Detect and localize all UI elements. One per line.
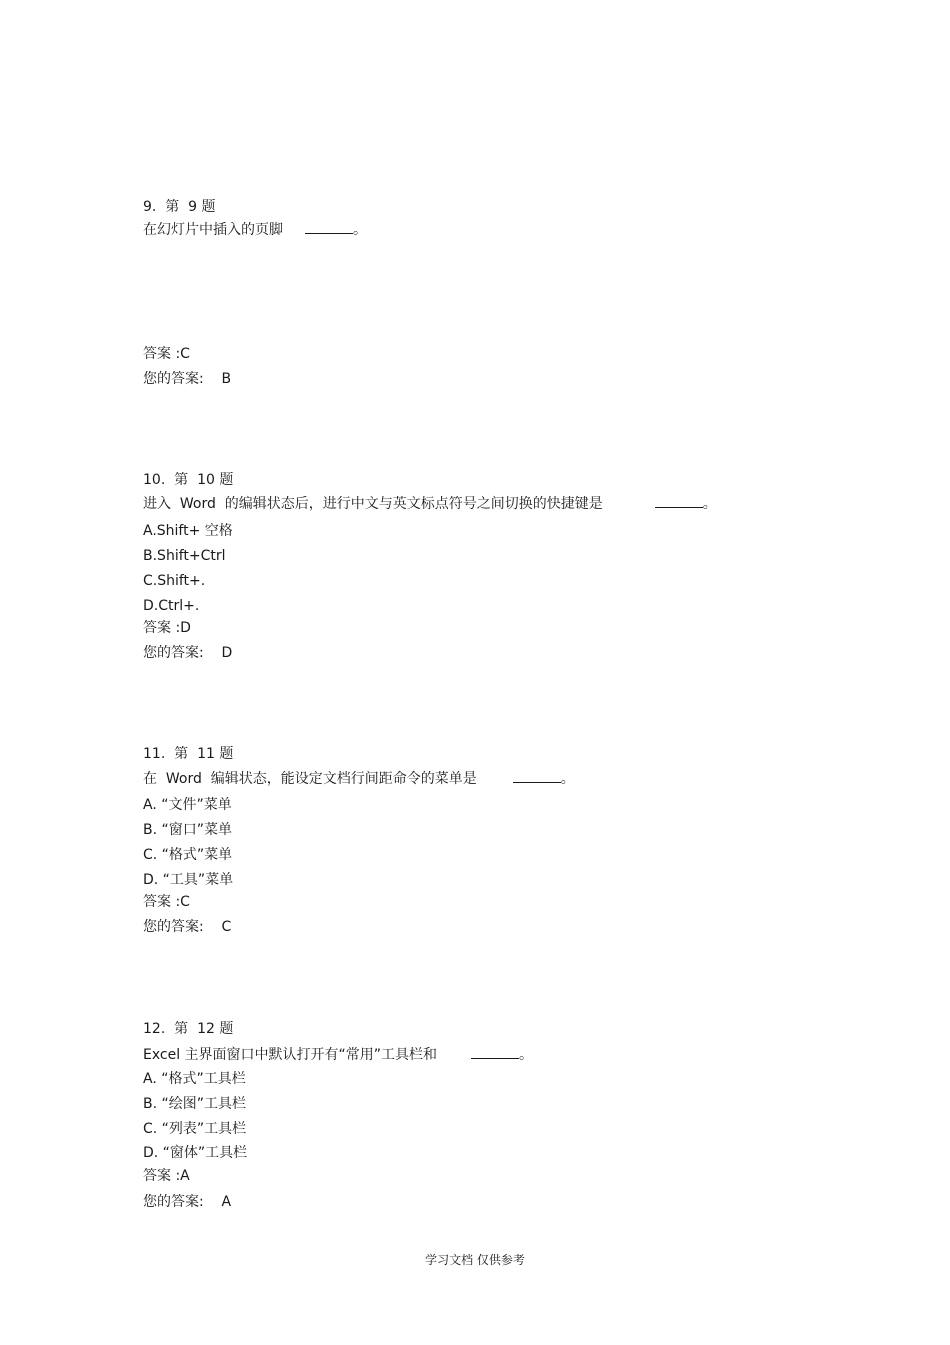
question-9-stem-text: 在幻灯片中插入的页脚 — [143, 222, 283, 238]
question-11-option-d: D. “工具”菜单 — [143, 872, 234, 888]
question-9-stem — [143, 220, 367, 239]
answer-blank — [305, 220, 353, 234]
question-11-option-c: C. “格式”菜单 — [143, 847, 233, 863]
answer-blank — [513, 769, 561, 783]
question-10-stem-text: 进入 Word 的编辑状态后，进行中文与英文标点符号之间切换的快捷键是 — [143, 496, 603, 512]
question-10-option-b: B.Shift+Ctrl — [143, 548, 226, 564]
question-10-option-c: C.Shift+. — [143, 573, 206, 589]
question-11-your-answer: 您的答案: C — [143, 919, 232, 935]
question-9-title: 9. 第 9 题 — [143, 199, 216, 215]
question-12-answer: 答案 :A — [143, 1168, 190, 1184]
question-10-option-d: D.Ctrl+. — [143, 598, 200, 614]
answer-blank — [471, 1045, 519, 1059]
question-9-your-answer: 您的答案: B — [143, 371, 232, 387]
question-11-title: 11. 第 11 题 — [143, 746, 234, 762]
question-12-option-b: B. “绘图”工具栏 — [143, 1096, 247, 1112]
question-12-your-answer: 您的答案: A — [143, 1194, 232, 1210]
question-12-option-c: C. “列表”工具栏 — [143, 1121, 247, 1137]
question-10-your-answer: 您的答案: D — [143, 645, 233, 661]
question-12-title: 12. 第 12 题 — [143, 1021, 234, 1037]
question-12-option-d: D. “窗体”工具栏 — [143, 1145, 248, 1161]
question-11-option-a: A. “文件”菜单 — [143, 797, 232, 813]
question-12-stem-text: Excel 主界面窗口中默认打开有“常用”工具栏和 — [143, 1047, 438, 1063]
question-12-stem — [143, 1045, 533, 1064]
stem-end: 。 — [519, 1047, 534, 1063]
question-11-answer: 答案 :C — [143, 894, 190, 910]
question-11-stem — [143, 769, 575, 788]
question-10-title: 10. 第 10 题 — [143, 472, 234, 488]
question-11-stem-text: 在 Word 编辑状态，能设定文档行间距命令的菜单是 — [143, 771, 477, 787]
stem-end: 。 — [560, 771, 575, 787]
question-11-option-b: B. “窗口”菜单 — [143, 822, 233, 838]
page-footer: 学习文档 仅供参考 — [425, 1253, 525, 1267]
answer-blank — [655, 494, 703, 508]
question-10-answer: 答案 :D — [143, 620, 191, 636]
question-9-answer: 答案 :C — [143, 346, 190, 362]
question-10-option-a: A.Shift+ 空格 — [143, 523, 233, 539]
stem-end: 。 — [353, 222, 367, 238]
question-10-stem — [143, 494, 717, 513]
stem-end: 。 — [702, 496, 717, 512]
question-12-option-a: A. “格式”工具栏 — [143, 1071, 246, 1087]
